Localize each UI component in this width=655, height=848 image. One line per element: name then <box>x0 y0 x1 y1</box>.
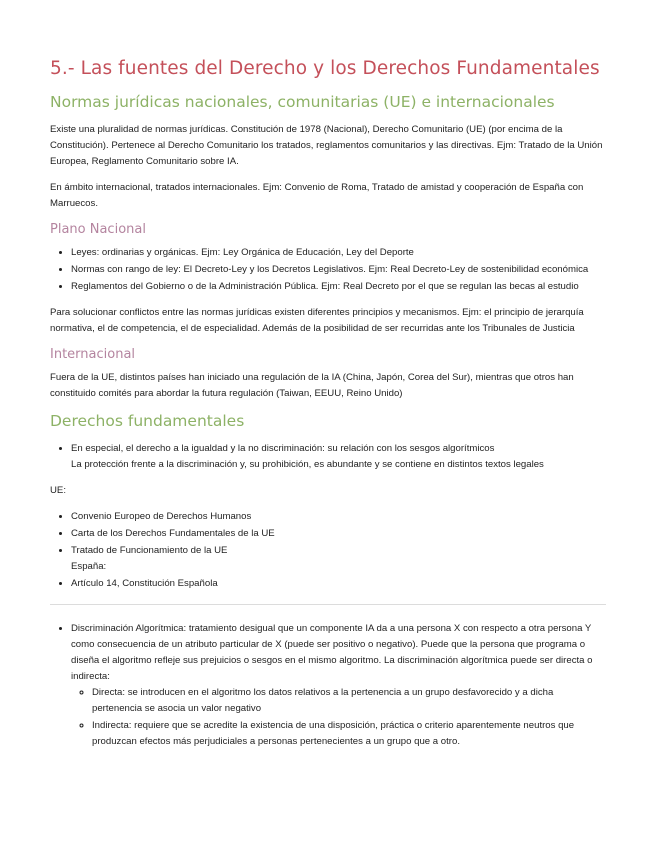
list-item <box>71 441 606 473</box>
list-item-text: Discriminación Algorítmica: tratamiento desigual que un componente IA da a una persona X con respecto a otra persona Y como consecuencia de un atributo particular de X (puede ser positivo o negativo). Puede que la persona que programa o diseña el algoritmo refleje sus prejuicios o sesgos en el mismo algoritmo. La discriminación algorítmica puede ser directa o indirecta: <box>71 623 593 682</box>
paragraph-pluralidad: Existe una pluralidad de normas jurídicas. Constitución de 1978 (Nacional), Derecho Comunitario (UE) (por encima de la Constitución). Pertenece al Derecho Comunitario los tratados, reglamentos comunitarios y las directivas. Ejm: Tratado de la Unión Europea, Reglamento Comunitario sobre IA. <box>50 124 603 167</box>
list-ue <box>50 509 606 592</box>
sublist-item: ◦ Directa: se introducen en el algoritmo los datos relativos a la pertenencia a un grupo desfavorecido y a dicha pertenencia se asocia un valor negativo <box>92 685 606 717</box>
document-content <box>50 58 606 760</box>
page-title: 5.- Las fuentes del Derecho y los Derechos Fundamentales <box>50 58 600 79</box>
paragraph-fuera-ue: Fuera de la UE, distintos países han iniciado una regulación de la IA (China, Japón, Corea del Sur), mientras que otros han constituido comités para abordar la futura regulación (Taiwan, EEUU, Reino Unido) <box>50 372 574 399</box>
sublist-item: ◦ Indirecta: requiere que se acredite la existencia de una disposición, práctica o criterio aparentemente neutros que produzcan efectos más perjudiciales a personas pertenecientes a un grupo que a otro. <box>92 718 606 750</box>
sublist-discriminacion <box>71 685 606 750</box>
paragraph-conflictos: Para solucionar conflictos entre las normas jurídicas existen diferentes principios y mecanismos. Ejm: el principio de jerarquía normativa, el de competencia, el de especialidad. Además de la posibilidad de ser recurridas ante los Tribunales de Justicia <box>50 307 584 334</box>
list-item: • Convenio Europeo de Derechos Humanos <box>71 509 606 525</box>
list-plano-nacional <box>50 245 606 295</box>
list-item-line: • Tratado de Funcionamiento de la UE <box>71 545 228 556</box>
divider <box>50 604 606 605</box>
paragraph-internacional-tratados: En ámbito internacional, tratados internacionales. Ejm: Convenio de Roma, Tratado de amistad y cooperación de España con Marruecos. <box>50 182 584 209</box>
section-heading-derechos: Derechos fundamentales <box>50 412 245 430</box>
subheading-plano-nacional: Plano Nacional <box>50 222 146 237</box>
list-item: • Normas con rango de ley: El Decreto-Ley y los Decretos Legislativos. Ejm: Real Decreto-Ley de sostenibilidad económica <box>71 262 606 278</box>
list-item-line: La protección frente a la discriminación y, su prohibición, es abundante y se contiene en distintos textos legales <box>71 459 544 470</box>
list-discriminacion <box>50 621 606 750</box>
list-item-line: • En especial, el derecho a la igualdad y la no discriminación: su relación con los sesgos algorítmicos <box>71 443 495 454</box>
label-ue: UE: <box>50 485 66 496</box>
label-espana: España: <box>71 561 107 572</box>
list-item: • Leyes: ordinarias y orgánicas. Ejm: Ley Orgánica de Educación, Ley del Deporte <box>71 245 606 261</box>
subheading-internacional: Internacional <box>50 347 136 362</box>
list-item <box>71 543 606 575</box>
section-heading-normas: Normas jurídicas nacionales, comunitarias (UE) e internacionales <box>50 93 555 111</box>
list-derechos <box>50 441 606 473</box>
list-item <box>71 621 606 750</box>
list-item: • Reglamentos del Gobierno o de la Administración Pública. Ejm: Real Decreto por el que se regulan las becas al estudio <box>71 279 606 295</box>
list-item: • Artículo 14, Constitución Española <box>71 576 606 592</box>
list-item: • Carta de los Derechos Fundamentales de la UE <box>71 526 606 542</box>
